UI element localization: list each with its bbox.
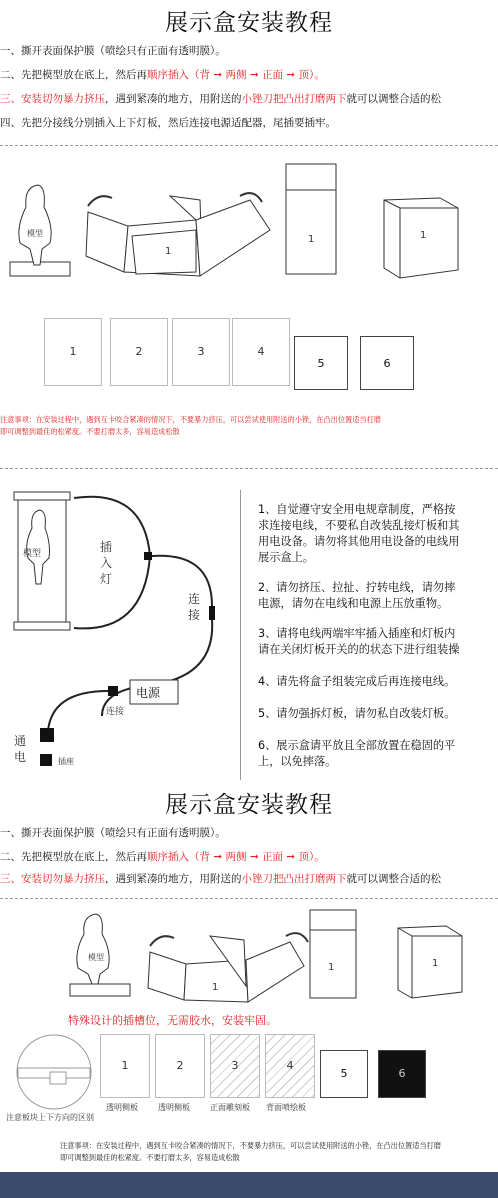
- rule-line: 求连接电线，不要私自改装乱接灯板和其: [258, 519, 460, 532]
- divider: [0, 145, 498, 146]
- slot-note: 特殊设计的插槽位，无需胶水，安装牢固。: [68, 1014, 277, 1027]
- connect-label: 连接: [106, 707, 125, 717]
- rule-line: 用电设备。请勿将其他用电设备的电线用: [258, 535, 460, 548]
- rule-line: 请在关闭灯板开关的的状态下进行组装操: [258, 643, 460, 656]
- vertical-divider: [240, 490, 241, 780]
- step-1: 一、撕开表面保护膜（喷绘只有正面有透明膜）。: [0, 827, 226, 839]
- panel-6: 6: [360, 336, 414, 390]
- panel-label-3: 正面雕刻板: [210, 1103, 250, 1112]
- note-line-1: 注意事项：在安装过程中，遇到互卡咬合紧凑的情况下，不要暴力挤压，可以尝试使用附送的小锉，在凸出位置适当打磨: [60, 1141, 441, 1150]
- panel-label-1: 透明侧板: [106, 1103, 138, 1112]
- panel-6: 6: [378, 1050, 426, 1098]
- panel-1: 1: [44, 318, 102, 386]
- rule-line: 展示盒上。: [258, 551, 314, 564]
- panel-2: 2: [155, 1034, 205, 1098]
- power-on-2: 电: [14, 750, 27, 764]
- insert-light-2: 入: [100, 556, 113, 570]
- rule-line: 3、请将电线两端牢牢插入插座和灯板内: [258, 627, 456, 640]
- insert-light-3: 灯: [100, 572, 113, 586]
- rule-line: 6、展示盒请平放且全部放置在稳固的平: [258, 739, 456, 752]
- rule-line: 上，以免摔落。: [258, 755, 337, 768]
- rule-line: 4、请先将盒子组装完成后再连接电线。: [258, 675, 456, 688]
- power-on-1: 通: [14, 734, 27, 748]
- model-label: 模型: [23, 549, 42, 559]
- tall-box-number: 1: [308, 234, 315, 245]
- panel-5: 5: [294, 336, 348, 390]
- wiring-diagram: [0, 490, 250, 780]
- socket-label: 插座: [58, 757, 74, 766]
- rule-line: 1、自觉遵守安全用电规章制度，严格按: [258, 503, 456, 516]
- fold-number: 1: [212, 982, 219, 993]
- note-line-2: 即可调整到最佳的松紧度。不要打磨太多，容易造成松散: [60, 1153, 240, 1162]
- insert-light-1: 插: [100, 540, 113, 554]
- page-title: 展示盒安装教程: [165, 10, 333, 36]
- divider: [0, 898, 498, 899]
- rule-line: 5、请勿强拆灯板，请勿私自改装灯板。: [258, 707, 456, 720]
- panel-1: 1: [100, 1034, 150, 1098]
- section-2-title: 展示盒安装教程: [165, 792, 333, 818]
- divider: [0, 468, 498, 469]
- panel-3: 3: [172, 318, 230, 386]
- slot-detail-circle: [14, 1032, 94, 1112]
- tall-box-number: 1: [328, 962, 335, 973]
- rule-line: 电源，请勿在电线和电源上压放重物。: [258, 597, 449, 610]
- step-3: 三、安装切勿暴力挤压，遇到紧凑的地方，用附送的小锉刀把凸出打磨两下就可以调整合适的松: [0, 93, 441, 105]
- note-line-2: 即可调整到最佳的松紧度。不要打磨太多，容易造成松散: [0, 427, 180, 436]
- direction-note: 注意板块上下方向的区别: [6, 1113, 94, 1122]
- panel-2: 2: [110, 318, 168, 386]
- box-number: 1: [432, 958, 439, 969]
- model-label: 模型: [27, 229, 43, 238]
- panel-label-4: 背面喷绘板: [266, 1103, 306, 1112]
- panel-3: 3: [210, 1034, 260, 1098]
- panel-4: 4: [265, 1034, 315, 1098]
- step-2: 二、先把模型放在底上，然后再顺序插入（背 ➞ 两侧 ➞ 正面 ➞ 顶）。: [0, 69, 325, 81]
- model-label: 模型: [88, 953, 104, 962]
- assembly-illustration-2: [0, 906, 498, 1010]
- panel-4: 4: [232, 318, 290, 386]
- step-4: 四、先把分接线分别插入上下灯板，然后连接电源适配器，尾插要插牢。: [0, 117, 336, 129]
- footer-bar: [0, 1172, 498, 1198]
- connect-label-2: 接: [188, 608, 201, 622]
- step-1: 一、撕开表面保护膜（喷绘只有正面有透明膜）。: [0, 45, 226, 57]
- step-3: 三、安装切勿暴力挤压，遇到紧凑的地方，用附送的小锉刀把凸出打磨两下就可以调整合适的松: [0, 873, 441, 885]
- power-label: 电源: [136, 686, 161, 700]
- box-number: 1: [420, 230, 427, 241]
- note-line-1: 注意事项：在安装过程中，遇到互卡咬合紧凑的情况下，不要暴力挤压，可以尝试使用附送的小锉，在凸出位置适当打磨: [0, 415, 381, 424]
- fold-panel-number: 1: [165, 246, 172, 257]
- step-2: 二、先把模型放在底上，然后再顺序插入（背 ➞ 两侧 ➞ 正面 ➞ 顶）。: [0, 851, 325, 863]
- panel-5: 5: [320, 1050, 368, 1098]
- connect-label-1: 连: [188, 592, 201, 606]
- rule-line: 2、请勿挤压、拉扯、拧转电线，请勿摔: [258, 581, 456, 594]
- panel-label-2: 透明侧板: [158, 1103, 190, 1112]
